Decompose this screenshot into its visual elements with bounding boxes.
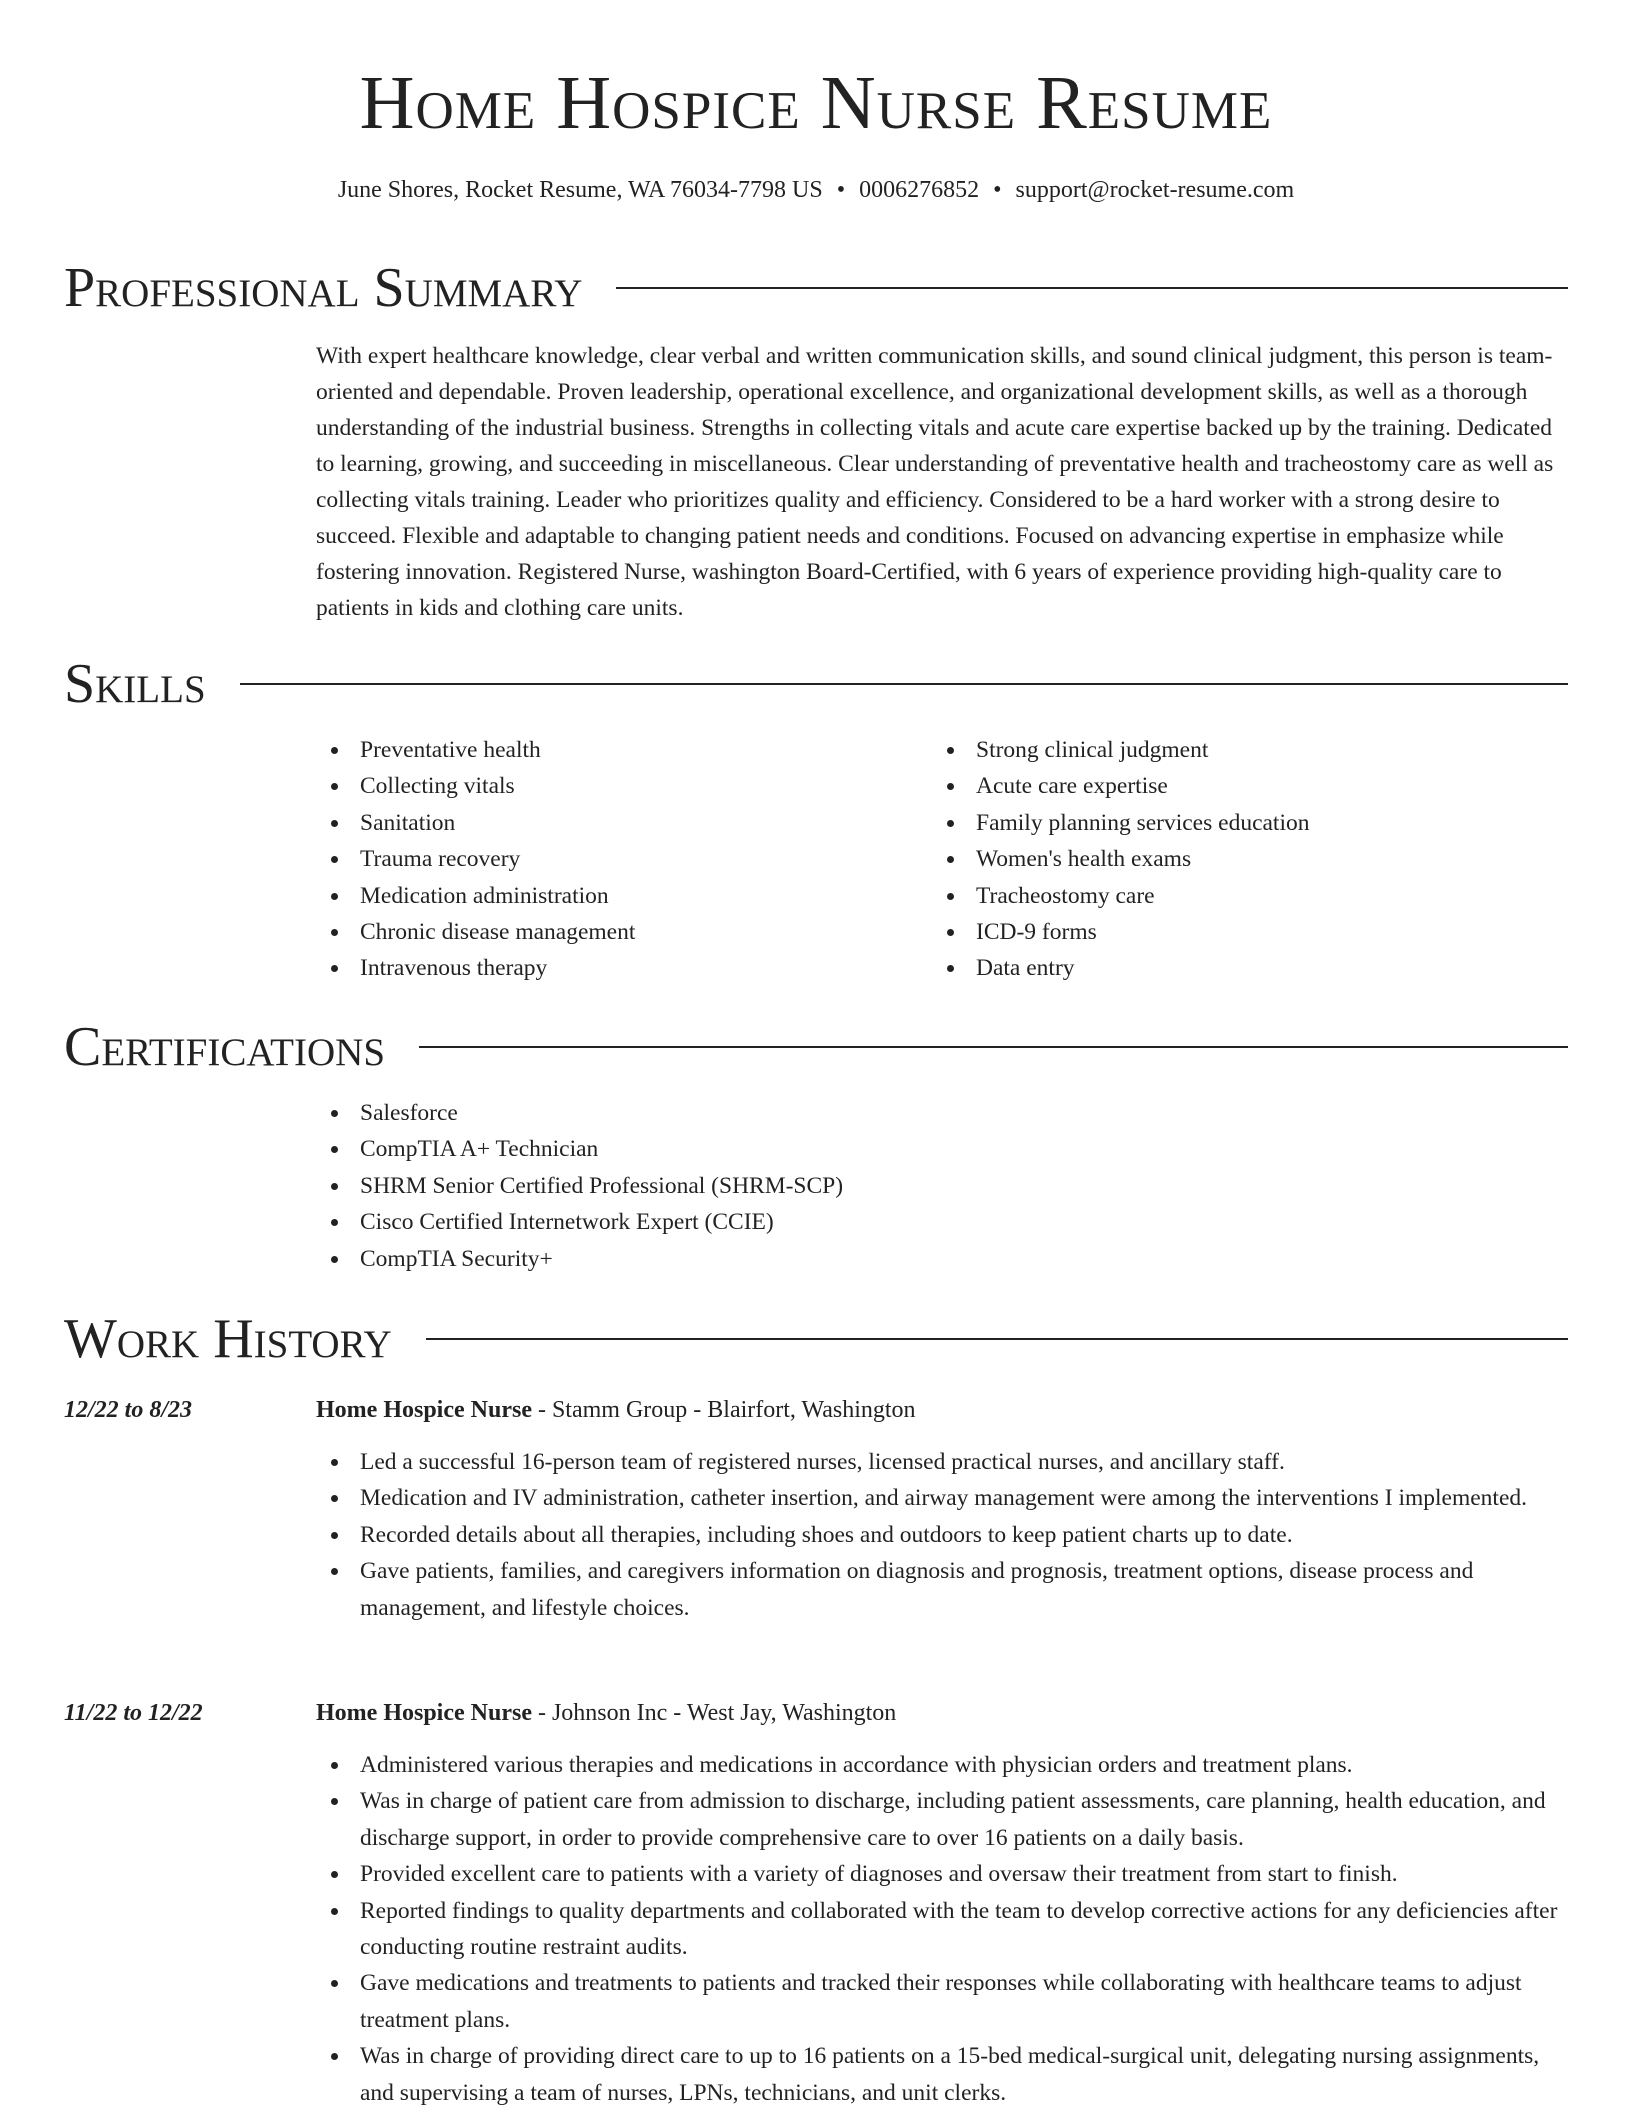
certification-item: Cisco Certified Internetwork Expert (CCIE) bbox=[316, 1204, 1570, 1240]
skill-item: Chronic disease management bbox=[316, 914, 916, 950]
section-title-summary: Professional Summary bbox=[64, 257, 583, 319]
skill-item: Tracheostomy care bbox=[932, 878, 1568, 914]
skill-item: ICD-9 forms bbox=[932, 914, 1568, 950]
skills-list-right bbox=[932, 732, 1568, 987]
summary-text: With expert healthcare knowledge, clear verbal and written communication skills, and sound clinical judgment, this person is team-oriented and dependable. Proven leadership, operational excellence, and organizational development skills, as well as a thorough understanding of the industrial business. Strengths in collecting vitals and acute care expertise backed up by the training. Dedicated to learning, growing, and succeeding in miscellaneous. Clear understanding of preventative health and tracheostomy care as well as collecting vitals training. Leader who prioritizes quality and efficiency. Considered to be a hard worker with a strong desire to succeed. Flexible and adaptable to changing patient needs and conditions. Focused on advancing expertise in emphasize while fostering innovation. Registered Nurse, washington Board-Certified, with 6 years of experience providing high-quality care to patients in kids and clothing care units. bbox=[316, 343, 1554, 621]
certifications-list bbox=[316, 1095, 1570, 1277]
job-duty-item: Gave medications and treatments to patients and tracked their responses while collaborating with healthcare teams to adjust treatment plans. bbox=[316, 1965, 1570, 2038]
job-heading bbox=[316, 1697, 896, 1729]
job-employer-location: - Stamm Group - Blairfort, Washington bbox=[531, 1397, 916, 1423]
certification-item: CompTIA A+ Technician bbox=[316, 1131, 1570, 1167]
job-duty-item: Reported findings to quality departments and collaborated with the team to develop corrective actions for any deficiencies after conducting routine restraint audits. bbox=[316, 1893, 1570, 1966]
job-duties bbox=[316, 1444, 1570, 1626]
certifications-block bbox=[316, 1095, 1570, 1277]
job-duty-item: Was in charge of providing direct care to up to 16 patients on a 15-bed medical-surgical unit, delegating nursing assignments, and supervising a team of nurses, LPNs, technicians, and unit clerks. bbox=[316, 2038, 1570, 2111]
section-header-skills bbox=[64, 652, 1568, 716]
section-divider bbox=[616, 287, 1568, 289]
section-divider bbox=[419, 1046, 1568, 1048]
skill-item: Collecting vitals bbox=[316, 768, 916, 804]
certification-item: CompTIA Security+ bbox=[316, 1241, 1570, 1277]
contact-separator: • bbox=[836, 177, 846, 203]
section-header-work-history bbox=[64, 1307, 1568, 1371]
skill-item: Preventative health bbox=[316, 732, 916, 768]
skills-column-right bbox=[932, 732, 1568, 987]
job-title: Home Hospice Nurse bbox=[316, 1397, 532, 1423]
section-divider bbox=[240, 683, 1568, 685]
skill-item: Family planning services education bbox=[932, 805, 1568, 841]
skill-item: Women's health exams bbox=[932, 841, 1568, 877]
job-dates: 11/22 to 12/22 bbox=[64, 1700, 203, 1726]
job-duty-item: Recorded details about all therapies, including shoes and outdoors to keep patient charts up to date. bbox=[316, 1517, 1570, 1553]
job-duty-item: Gave patients, families, and caregivers information on diagnosis and prognosis, treatment options, disease process and management, and lifestyle choices. bbox=[316, 1553, 1570, 1626]
job-duty-item: Medication and IV administration, catheter insertion, and airway management were among the interventions I implemented. bbox=[316, 1480, 1570, 1516]
skills-column-left bbox=[316, 732, 916, 987]
skill-item: Intravenous therapy bbox=[316, 950, 916, 986]
certification-item: Salesforce bbox=[316, 1095, 1570, 1131]
job-duty-item: Was in charge of patient care from admission to discharge, including patient assessments, care planning, health education, and discharge support, in order to provide comprehensive care to over 16 patients on a daily basis. bbox=[316, 1783, 1570, 1856]
skill-item: Medication administration bbox=[316, 878, 916, 914]
resume-title: Home Hospice Nurse Resume bbox=[359, 61, 1273, 145]
skill-item: Strong clinical judgment bbox=[932, 732, 1568, 768]
section-title-skills: Skills bbox=[64, 653, 206, 715]
section-header-certifications bbox=[64, 1015, 1568, 1079]
job-duties bbox=[316, 1747, 1570, 2111]
job-heading bbox=[316, 1394, 916, 1426]
job-dates: 12/22 to 8/23 bbox=[64, 1397, 193, 1423]
job-duties-list bbox=[316, 1444, 1570, 1626]
job-employer-location: - Johnson Inc - West Jay, Washington bbox=[531, 1700, 897, 1726]
job-title: Home Hospice Nurse bbox=[316, 1700, 532, 1726]
contact-line bbox=[0, 174, 1632, 206]
contact-separator: • bbox=[993, 177, 1002, 203]
skills-list-left bbox=[316, 732, 916, 987]
job-duty-item: Administered various therapies and medications in accordance with physician orders and treatment plans. bbox=[316, 1747, 1570, 1783]
skill-item: Sanitation bbox=[316, 805, 916, 841]
contact-email: support@rocket-resume.com bbox=[1015, 177, 1295, 203]
contact-phone: 0006276852 bbox=[859, 177, 980, 203]
section-title-certifications: Certifications bbox=[64, 1016, 386, 1078]
job-duty-item: Led a successful 16-person team of registered nurses, licensed practical nurses, and ancillary staff. bbox=[316, 1444, 1570, 1480]
section-title-work-history: Work History bbox=[64, 1308, 392, 1370]
job-duty-item: Provided excellent care to patients with a variety of diagnoses and oversaw their treatment from start to finish. bbox=[316, 1856, 1570, 1892]
contact-address: June Shores, Rocket Resume, WA 76034-7798 US bbox=[337, 177, 823, 203]
section-header-summary bbox=[64, 256, 1568, 320]
section-divider bbox=[426, 1338, 1568, 1340]
certification-item: SHRM Senior Certified Professional (SHRM-SCP) bbox=[316, 1168, 1570, 1204]
skill-item: Data entry bbox=[932, 950, 1568, 986]
skill-item: Trauma recovery bbox=[316, 841, 916, 877]
job-duties-list bbox=[316, 1747, 1570, 2111]
skill-item: Acute care expertise bbox=[932, 768, 1568, 804]
